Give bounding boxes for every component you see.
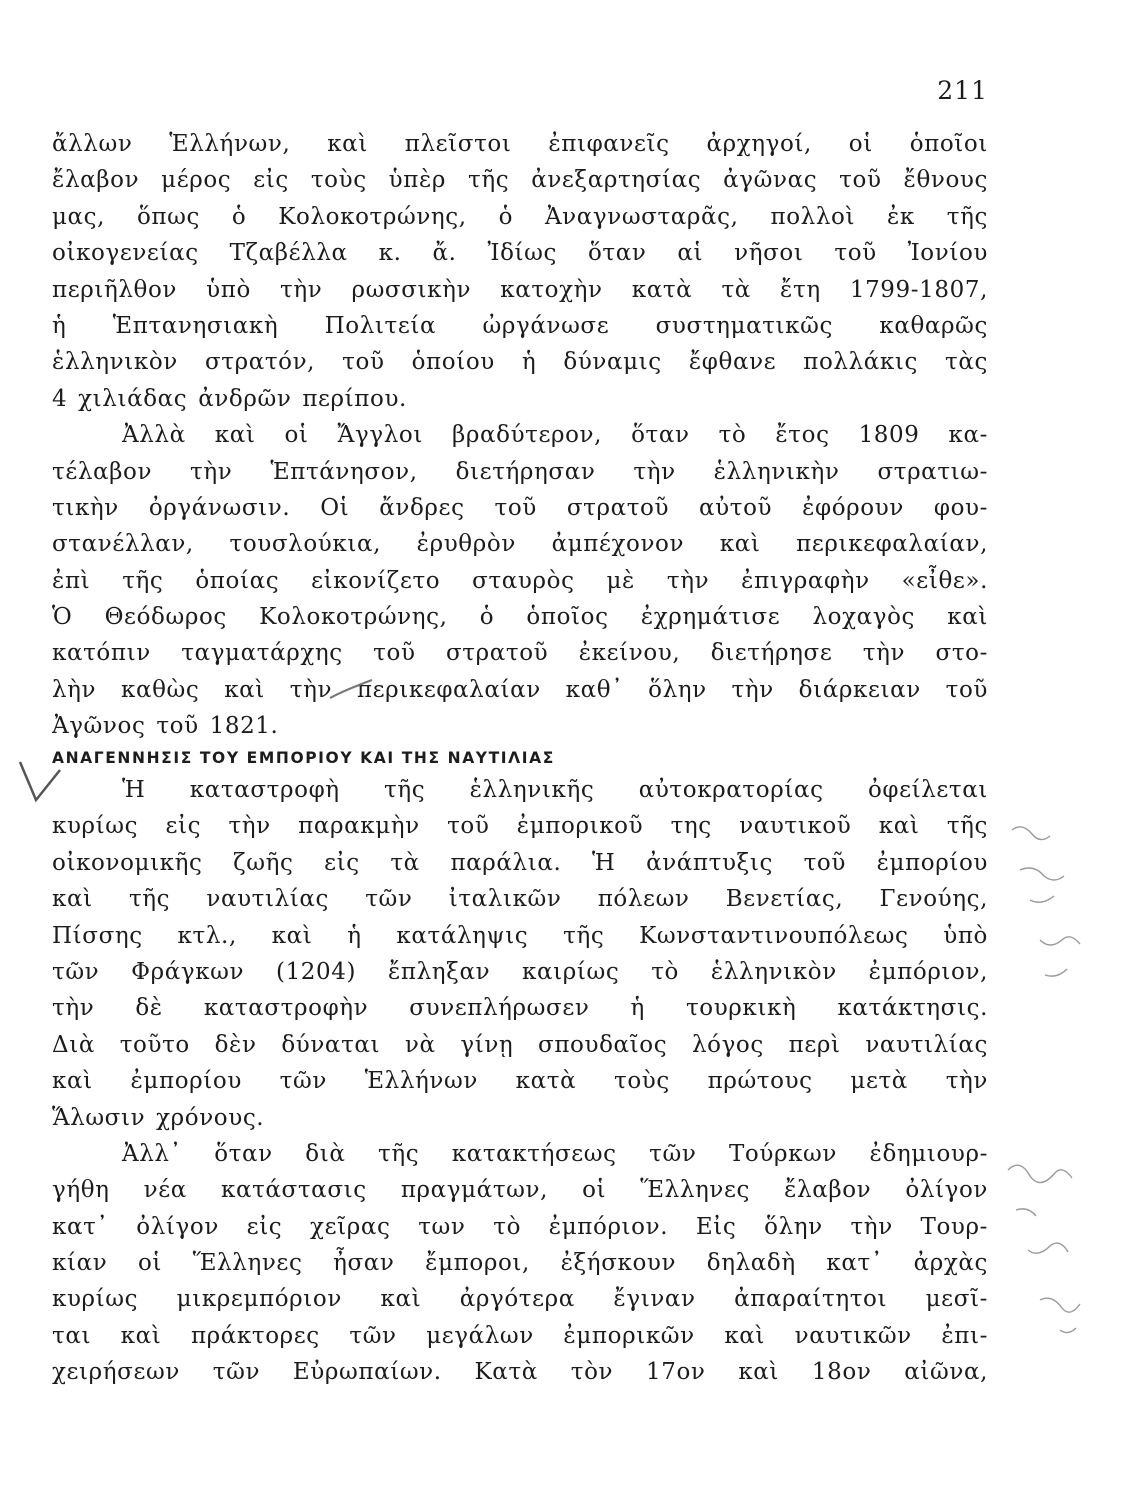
text-line: Ἡ καταστροφὴ τῆς ἑλληνικῆς αὐτοκρατορίας ὀφείλεται — [122, 777, 988, 803]
text-line: τὴν δὲ καταστροφὴν συνεπλήρωσεν ἡ τουρκικὴ κατάκτησις. — [52, 995, 988, 1022]
text-line: στανέλλαν, τουσλούκια, ἐρυθρὸν ἀμπέχονον καὶ περικεφαλαίαν, — [52, 531, 988, 558]
text-line: κυρίως μικρεμπόριον καὶ ἀργότερα ἔγιναν ἀπαραίτητοι μεσῖ- — [52, 1286, 988, 1313]
page-number: 211 — [937, 76, 988, 105]
text-line: τικὴν ὀργάνωσιν. Οἱ ἄνδρες τοῦ στρατοῦ αὐτοῦ ἐφόρουν φου- — [52, 494, 988, 521]
text-line: Ἀγῶνος τοῦ 1821. — [52, 713, 279, 740]
text-line: τέλαβον τὴν Ἑπτάνησον, διετήρησαν τὴν ἑλληνικὴν στρατιω- — [52, 458, 988, 485]
pencil-margin-scribble-icon — [1012, 827, 1080, 976]
text-column-top — [52, 126, 988, 745]
section-heading: ΑΝΑΓΕΝΝΗΣΙΣ ΤΟΥ ΕΜΠΟΡΙΟΥ ΚΑΙ ΤΗΣ ΝΑΥΤΙΛΙΑΣ — [52, 749, 555, 767]
text-line: κυρίως εἰς τὴν παρακμὴν τοῦ ἐμπορικοῦ της ναυτικοῦ καὶ τῆς — [52, 813, 988, 840]
text-line: Ἀλλὰ καὶ οἱ Ἄγγλοι βραδύτερον, ὅταν τὸ ἔτος 1809 κα- — [122, 422, 988, 449]
text-line: γήθη νέα κατάστασις πραγμάτων, οἱ Ἕλληνες ἔλαβον ὀλίγον — [52, 1177, 988, 1204]
text-line: κατόπιν ταγματάρχης τοῦ στρατοῦ ἐκείνου, διετήρησε τὴν στο- — [52, 640, 988, 667]
text-line: χειρήσεων τῶν Εὐρωπαίων. Κατὰ τὸν 17ον καὶ 18ον αἰῶνα, — [52, 1359, 988, 1386]
text-line: Ὁ Θεόδωρος Κολοκοτρώνης, ὁ ὁποῖος ἐχρημάτισε λοχαγὸς καὶ — [52, 604, 988, 631]
paragraph-3 — [52, 772, 988, 1136]
text-line: καὶ τῆς ναυτιλίας τῶν ἰταλικῶν πόλεων Βενετίας, Γενούης, — [52, 886, 988, 913]
text-line: ἔλαβον μέρος εἰς τοὺς ὑπὲρ τῆς ἀνεξαρτησίας ἀγῶνας τοῦ ἔθνους — [52, 167, 988, 194]
text-line: ται καὶ πράκτορες τῶν μεγάλων ἐμπορικῶν καὶ ναυτικῶν ἐπι- — [52, 1322, 988, 1349]
paragraph-4 — [52, 1136, 988, 1391]
text-line: Διὰ τοῦτο δὲν δύναται νὰ γίνῃ σπουδαῖος λόγος περὶ ναυτιλίας — [52, 1031, 988, 1058]
text-line: 4 χιλιάδας ἀνδρῶν περίπου. — [52, 385, 407, 412]
text-line: Ἅλωσιν χρόνους. — [52, 1104, 265, 1131]
text-line: καὶ ἐμπορίου τῶν Ἑλλήνων κατὰ τοὺς πρώτους μετὰ τὴν — [52, 1068, 988, 1095]
text-line: οἰκογενείας Τζαβέλλα κ. ἄ. Ἰδίως ὅταν αἱ νῆσοι τοῦ Ἰονίου — [52, 240, 988, 267]
text-line: κατ᾽ ὀλίγον εἰς χεῖρας των τὸ ἐμπόριον. Εἰς ὅλην τὴν Τουρ- — [52, 1213, 988, 1240]
text-line: περιῆλθον ὑπὸ τὴν ρωσσικὴν κατοχὴν κατὰ τὰ ἔτη 1799-1807, — [52, 276, 988, 303]
paragraph-1 — [52, 126, 988, 417]
pencil-margin-scribble-icon — [1008, 1165, 1080, 1332]
text-line: ἑλληνικὸν στρατόν, τοῦ ὁποίου ἡ δύναμις ἔφθανε πολλάκις τὰς — [52, 349, 988, 376]
text-line: ἐπὶ τῆς ὁποίας εἰκονίζετο σταυρὸς μὲ τὴν ἐπιγραφὴν «εἶθε». — [52, 567, 988, 594]
text-line: οἰκονομικῆς ζωῆς εἰς τὰ παράλια. Ἡ ἀνάπτυξις τοῦ ἐμπορίου — [52, 849, 988, 876]
paragraph-2 — [52, 417, 988, 745]
text-line: μας, ὅπως ὁ Κολοκοτρώνης, ὁ Ἀναγνωσταρᾶς, πολλοὶ ἐκ τῆς — [52, 203, 988, 230]
text-line: Πίσσης κτλ., καὶ ἡ κατάληψις τῆς Κωνσταντινουπόλεως ὑπὸ — [52, 922, 988, 949]
text-line: κίαν οἱ Ἕλληνες ἦσαν ἔμποροι, ἐξήσκουν δηλαδὴ κατ᾽ ἀρχὰς — [52, 1250, 988, 1277]
text-line: λὴν καθὼς καὶ τὴν περικεφαλαίαν καθ᾽ ὅλην τὴν διάρκειαν τοῦ — [52, 676, 988, 703]
text-line: τῶν Φράγκων (1204) ἔπληξαν καιρίως τὸ ἑλληνικὸν ἐμπόριον, — [52, 958, 988, 985]
text-line: ἡ Ἑπτανησιακὴ Πολιτεία ὠργάνωσε συστηματικῶς καθαρῶς — [52, 312, 988, 339]
text-line: ἄλλων Ἑλλήνων, καὶ πλεῖστοι ἐπιφανεῖς ἀρχηγοί, οἱ ὁποῖοι — [52, 131, 988, 157]
text-line: Ἀλλ᾽ ὅταν διὰ τῆς κατακτήσεως τῶν Τούρκων ἐδημιουρ- — [122, 1140, 988, 1167]
text-column-bottom — [52, 772, 988, 1391]
